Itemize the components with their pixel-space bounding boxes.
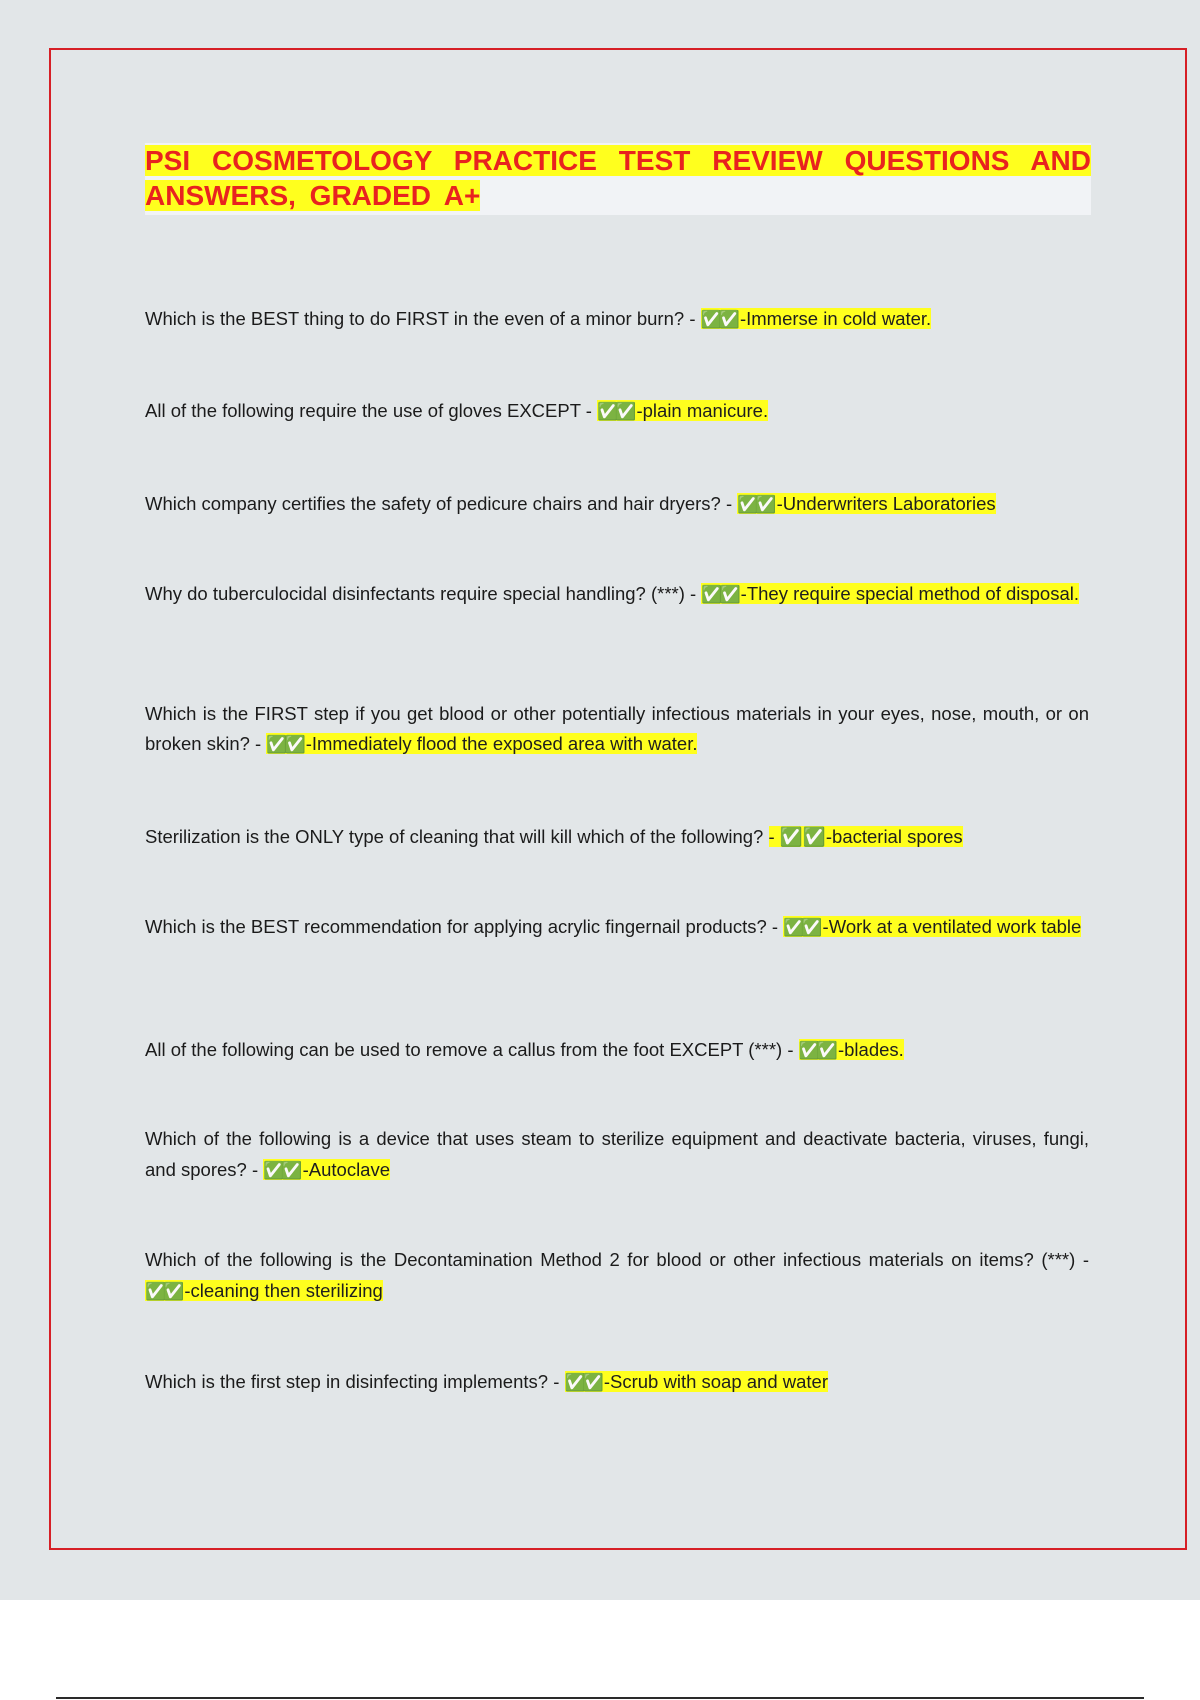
double-check-icon: ✅✅ <box>263 1161 300 1181</box>
answer-text: -plain manicure. <box>636 400 769 421</box>
document-title <box>145 143 1091 213</box>
double-check-icon: ✅✅ <box>737 495 774 515</box>
answer-text: -Autoclave <box>302 1159 391 1180</box>
answer-highlight <box>145 1280 383 1301</box>
answer-highlight <box>701 583 1079 604</box>
qa-item <box>145 488 1089 521</box>
question-text: Which of the following is a device that uses steam to sterilize equipment and deactivate bacteria, viruses, fungi, and spores? - <box>145 1128 1089 1180</box>
question-text: Which company certifies the safety of pedicure chairs and hair dryers? - <box>145 493 738 514</box>
double-check-icon: ✅✅ <box>798 1041 835 1061</box>
page-border-frame <box>49 48 1187 1550</box>
question-text: Which is the first step in disinfecting implements? - <box>145 1371 565 1392</box>
qa-item <box>145 912 1089 943</box>
document-title-text: PSI COSMETOLOGY PRACTICE TEST REVIEW QUESTIONS AND ANSWERS, GRADED A+ <box>145 145 1091 211</box>
answer-highlight <box>263 1159 390 1180</box>
qa-item <box>145 1034 1089 1067</box>
answer-highlight <box>701 308 932 329</box>
answer-text: -Work at a ventilated work table <box>822 916 1082 937</box>
qa-item <box>145 395 1089 428</box>
title-block <box>145 143 1091 215</box>
question-text: Sterilization is the ONLY type of cleaning that will kill which of the following? <box>145 826 769 847</box>
double-check-icon: ✅✅ <box>597 402 634 422</box>
answer-text: -cleaning then sterilizing <box>184 1280 383 1301</box>
answer-highlight <box>266 733 697 754</box>
double-check-icon: ✅✅ <box>700 310 737 330</box>
qa-item <box>145 1123 1089 1187</box>
question-text: Which is the FIRST step if you get blood or other potentially infectious materials in your eyes, nose, mouth, or on broken skin? - <box>145 703 1089 754</box>
answer-highlight <box>737 493 995 514</box>
double-check-icon: ✅✅ <box>145 1282 182 1302</box>
qa-item <box>145 1244 1089 1308</box>
question-text: Which is the BEST recommendation for applying acrylic fingernail products? - <box>145 916 784 937</box>
answer-text: -Immerse in cold water. <box>739 308 932 329</box>
question-text: Which of the following is the Decontamination Method 2 for blood or other infectious materials on items? (***) - <box>145 1249 1089 1270</box>
double-check-icon: ✅✅ <box>266 735 303 755</box>
qa-item <box>145 1366 1089 1399</box>
question-text: All of the following can be used to remove a callus from the foot EXCEPT (***) - <box>145 1039 799 1060</box>
answer-highlight <box>799 1039 904 1060</box>
qa-item <box>145 699 1089 760</box>
answer-highlight: - ✅✅-bacterial spores <box>768 826 963 847</box>
question-text: Why do tuberculocidal disinfectants require special handling? (***) - <box>145 583 702 604</box>
answer-highlight <box>597 400 768 421</box>
answer-text: -Scrub with soap and water <box>603 1371 829 1392</box>
answer-text: -blades. <box>837 1039 904 1060</box>
answer-text: -They require special method of disposal. <box>740 583 1079 604</box>
question-text: All of the following require the use of gloves EXCEPT - <box>145 400 598 421</box>
answer-highlight <box>783 916 1081 937</box>
qa-item <box>145 303 1089 336</box>
footer-divider <box>56 1697 1144 1699</box>
answer-text: -Immediately flood the exposed area with water. <box>305 733 698 754</box>
double-check-icon: ✅✅ <box>783 918 820 938</box>
qa-item <box>145 821 1089 852</box>
qa-item <box>145 579 1089 610</box>
answer-text: -Underwriters Laboratories <box>776 493 996 514</box>
double-check-icon: ✅✅ <box>701 585 738 605</box>
double-check-icon: ✅✅ <box>564 1373 601 1393</box>
question-text: Which is the BEST thing to do FIRST in the even of a minor burn? - <box>145 308 701 329</box>
answer-highlight <box>565 1371 829 1392</box>
